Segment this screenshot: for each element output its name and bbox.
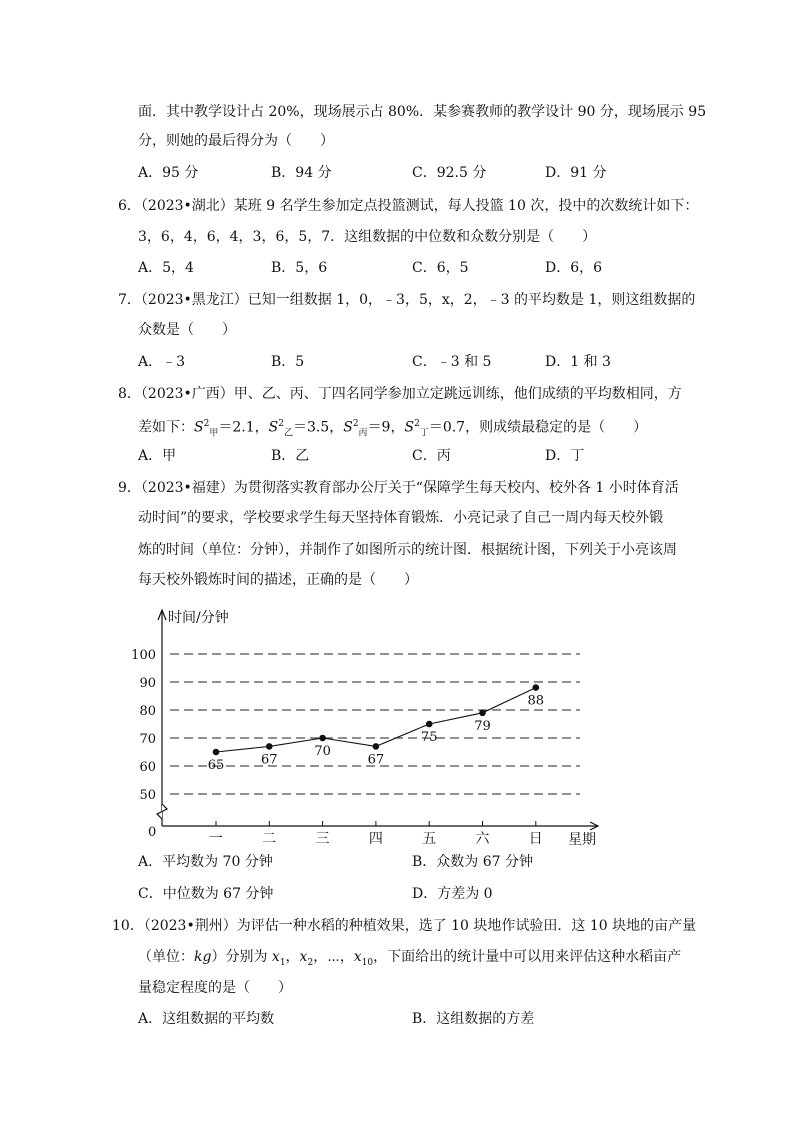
x-tick-label: 一 (209, 831, 223, 847)
q10-comma-3: ， (339, 949, 354, 965)
y-tick-label: 50 (139, 788, 156, 803)
q5-option-d[interactable]: D．91 分 (545, 165, 607, 181)
q10-comma-1: ， (285, 949, 300, 965)
q10-unit-kg: kg (194, 949, 212, 965)
q8-line-2 (138, 414, 647, 443)
q6-option-c[interactable]: C．6，5 (412, 260, 469, 276)
data-label: 70 (314, 744, 331, 759)
x-tick-label: 二 (262, 831, 277, 847)
q8-option-c[interactable]: C．丙 (412, 448, 451, 464)
q10-x10-sub: 10 (361, 957, 374, 968)
data-point (266, 743, 273, 750)
q10-comma-2: ， (313, 949, 328, 965)
data-point (479, 710, 486, 717)
q9-option-d[interactable]: D．方差为 0 (412, 886, 493, 902)
data-point (426, 721, 433, 728)
origin-label: 0 (148, 825, 157, 840)
q8-s-ding: S (404, 419, 415, 436)
q7-option-d[interactable]: D．1 和 3 (545, 354, 611, 370)
q10-line-3: 量稳定程度的是（ ） (138, 980, 292, 996)
q8-option-a[interactable]: A．甲 (138, 448, 177, 464)
q8-line2-suffix: 则成绩最稳定的是（ ） (479, 419, 648, 436)
x-tick-label: 六 (475, 831, 490, 847)
q10-option-a[interactable]: A．这组数据的平均数 (138, 1011, 275, 1027)
q8-val-jia: ＝2.1， (218, 419, 269, 436)
q10-x2: x (299, 949, 308, 965)
x-tick-label: 五 (422, 831, 437, 847)
q8-sub-ding: 丁 (419, 428, 429, 439)
q5-line-2: 分，则她的最后得分为（ ） (138, 133, 334, 149)
data-label: 65 (207, 758, 225, 773)
q9-option-c[interactable]: C．中位数为 67 分钟 (138, 886, 274, 902)
y-axis-label: 时间/分钟 (168, 610, 229, 626)
q7-option-c[interactable]: C．﹣3 和 5 (412, 354, 492, 370)
data-label: 67 (261, 752, 278, 768)
q10-values-intro: ）分别为 (211, 949, 272, 965)
q10-line-1: 10．（2023•荆州）为评估一种水稻的种植效果，选了 10 块地作试验田．这 10 块地的亩产量 (112, 918, 697, 934)
data-point (533, 684, 540, 691)
q8-sub-yi: 乙 (283, 428, 293, 439)
q8-val-yi: ＝3.5， (292, 419, 344, 436)
x-tick-label: 四 (368, 831, 383, 847)
y-tick-label: 60 (139, 760, 156, 775)
q9-option-b[interactable]: B．众数为 67 分钟 (412, 854, 534, 870)
q8-line-1: 8．（2023•广西）甲、乙、丙、丁四名同学参加立定跳远训练，他们成绩的平均数相同，方 (118, 386, 682, 402)
q9-line-1: 9．（2023•福建）为贯彻落实教育部办公厅关于“保障学生每天校内、校外各 1 小时体育活 (118, 480, 679, 496)
q7-line-2: 众数是（ ） (138, 322, 236, 338)
q10-x1-sub: 1 (279, 957, 286, 968)
q10-line-2 (138, 947, 681, 973)
q10-x10: x (353, 949, 362, 965)
q7-option-b[interactable]: B．5 (271, 354, 305, 370)
x-tick-label: 三 (315, 831, 330, 847)
y-tick-label: 100 (131, 648, 156, 663)
q10-x1: x (271, 949, 280, 965)
data-label: 75 (420, 730, 438, 745)
q6-option-d[interactable]: D．6，6 (545, 260, 603, 276)
q8-sub-jia: 甲 (209, 428, 219, 439)
q8-sup-yi: 2 (278, 419, 284, 429)
q6-option-a[interactable]: A．5，4 (138, 260, 194, 276)
q10-ellipsis: ⋯ (327, 949, 340, 965)
q6-option-b[interactable]: B．5，6 (271, 260, 328, 276)
q8-sup-bing: 2 (352, 419, 359, 429)
q8-val-bing: ＝9， (367, 419, 405, 436)
data-label: 88 (527, 693, 545, 709)
line-chart (131, 598, 610, 850)
q5-option-b[interactable]: B．94 分 (271, 165, 332, 181)
q7-line-1: 7．（2023•黑龙江）已知一组数据 1，0，﹣3，5，x，2，﹣3 的平均数是 1，则这组数据的 (118, 292, 696, 308)
y-tick-label: 70 (139, 732, 156, 747)
data-point (373, 743, 380, 750)
q8-option-b[interactable]: B．乙 (271, 448, 310, 464)
q8-sup-ding: 2 (414, 419, 420, 429)
q8-option-d[interactable]: D．丁 (545, 448, 585, 464)
q7-option-a[interactable]: A．﹣3 (138, 354, 186, 370)
q9-line-2: 动时间”的要求，学校要求学生每天坚持体育锻炼．小亮记录了自己一周内每天校外锻 (138, 510, 664, 526)
q10-option-b[interactable]: B．这组数据的方差 (412, 1011, 535, 1027)
q8-line2-prefix: 差如下： (138, 419, 194, 436)
data-label: 67 (367, 752, 385, 768)
data-label: 79 (474, 718, 491, 734)
y-tick-label: 90 (139, 676, 156, 691)
x-axis-label: 星期 (568, 832, 596, 848)
q5-option-c[interactable]: C．92.5 分 (412, 165, 487, 181)
q9-line-4: 每天校外锻炼时间的描述，正确的是（ ） (138, 572, 418, 588)
y-tick-label: 80 (139, 704, 156, 719)
q5-line-1: 面．其中教学设计占 20%，现场展示占 80%．某参赛教师的教学设计 90 分，现场展示 95 (138, 104, 707, 120)
q8-sub-bing: 丙 (358, 428, 368, 439)
data-point (319, 735, 326, 742)
q10-unit-open: （单位： (138, 949, 194, 965)
axis-break (157, 804, 167, 819)
q5-option-a[interactable]: A．95 分 (138, 165, 199, 181)
q6-line-1: 6．（2023•湖北）某班 9 名学生参加定点投篮测试，每人投篮 10 次，投中的次数统计如下： (118, 198, 699, 214)
q6-line-2: 3，6，4，6，4，3，6，5，7．这组数据的中位数和众数分别是（ ） (138, 229, 597, 245)
q8-sup-jia: 2 (203, 419, 210, 429)
q8-s-jia: S (194, 419, 204, 436)
q8-val-ding: ＝0.7， (428, 419, 480, 436)
q8-s-yi: S (268, 419, 279, 436)
x-tick-label: 日 (528, 831, 543, 847)
q9-line-3: 炼的时间（单位：分钟），并制作了如图所示的统计图．根据统计图，下列关于小亮该周 (138, 542, 677, 558)
q10-line2-rest: ，下面给出的统计量中可以用来评估这种水稻亩产 (373, 949, 682, 965)
data-point (213, 749, 220, 756)
q9-option-a[interactable]: A．平均数为 70 分钟 (138, 854, 273, 870)
q8-s-bing: S (343, 419, 353, 436)
q10-x2-sub: 2 (307, 957, 314, 968)
